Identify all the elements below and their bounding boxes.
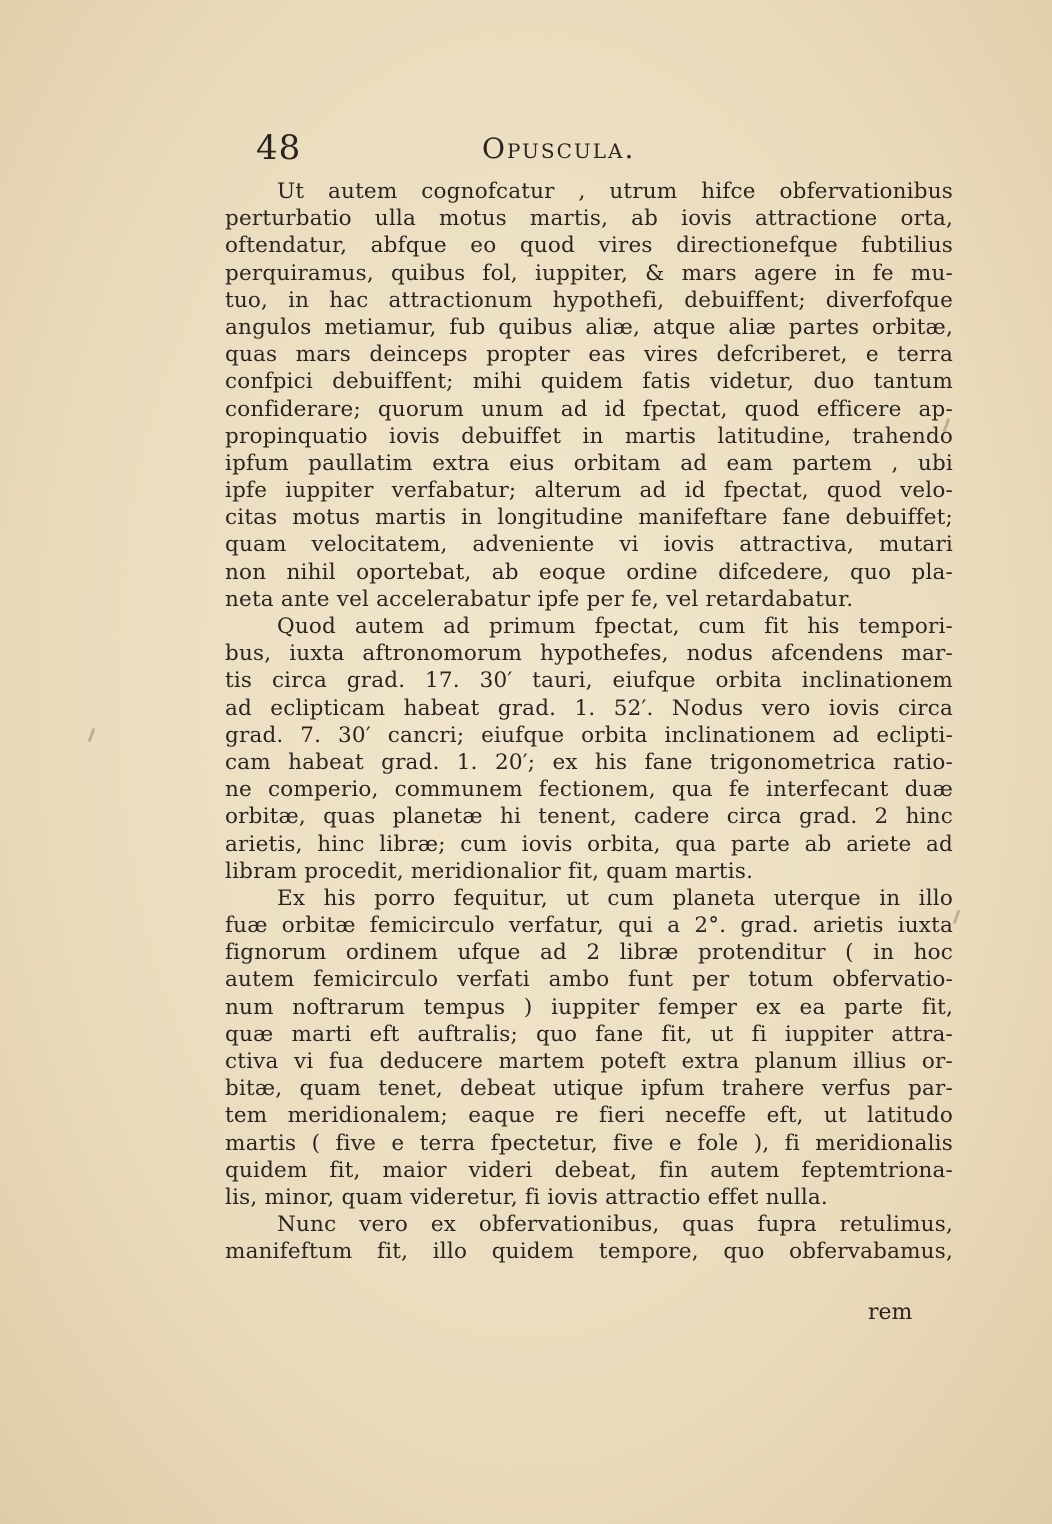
text-line: lis, minor, quam videretur, fi iovis attractio effet nulla. (225, 1184, 828, 1210)
text-line: num noftrarum tempus ) iuppiter femper ex ea parte fit, (225, 994, 953, 1020)
text-line: martis ( five e terra fpectetur, five e fole ), fi meridionalis (225, 1130, 953, 1156)
text-line: cam habeat grad. 1. 20′; ex his fane trigonometrica ratio- (225, 749, 953, 775)
text-line: arietis, hinc libræ; cum iovis orbita, qua parte ab ariete ad (225, 831, 953, 857)
text-line: fuæ orbitæ femicirculo verfatur, qui a 2°. grad. arietis iuxta (225, 913, 953, 939)
text-line: quas mars deinceps propter eas vires defcriberet, e terra (225, 342, 953, 368)
text-line: perquiramus, quibus fol, iuppiter, & mars agere in fe mu- (225, 260, 953, 286)
text-line: confiderare; quorum unum ad id fpectat, quod efficere ap- (225, 396, 953, 422)
text-line: ipfe iuppiter verfabatur; alterum ad id fpectat, quod velo- (225, 478, 953, 504)
text-line: orbitæ, quas planetæ hi tenent, cadere circa grad. 2 hinc (225, 804, 953, 830)
catchword: rem (868, 1300, 913, 1325)
text-line: ne comperio, communem fectionem, qua fe interfecant duæ (225, 777, 953, 803)
text-line: tem meridionalem; eaque re fieri neceffe eft, ut latitudo (225, 1103, 953, 1129)
page-header (250, 128, 970, 168)
text-line: libram procedit, meridionalior fit, quam martis. (225, 858, 754, 884)
text-line: grad. 7. 30′ cancri; eiufque orbita inclinationem ad eclipti- (225, 722, 953, 748)
text-line: Ut autem cognofcatur , utrum hifce obfervationibus (277, 179, 953, 204)
text-line: tuo, in hac attractionum hypothefi, debuiffent; diverfofque (225, 287, 953, 313)
text-line: bus, iuxta aftronomorum hypothefes, nodus afcendens mar- (225, 641, 953, 667)
text-line: ipfum paullatim extra eius orbitam ad eam partem , ubi (225, 450, 953, 476)
text-line: Quod autem ad primum fpectat, cum fit his tempori- (277, 614, 953, 639)
text-line: ad eclipticam habeat grad. 1. 52′. Nodus vero iovis circa (225, 695, 953, 721)
text-line: Nunc vero ex obfervationibus, quas fupra retulimus, (277, 1212, 953, 1238)
text-line: oftendatur, abfque eo quod vires directionefque fubtilius (225, 233, 953, 259)
text-line: propinquatio iovis debuiffet in martis latitudine, trahendo (225, 423, 953, 449)
text-line: tis circa grad. 17. 30′ tauri, eiufque orbita inclinationem (225, 668, 953, 694)
text-line: citas motus martis in longitudine manifeftare fane debuiffet; (225, 505, 953, 531)
body-text (225, 178, 953, 1266)
running-head: Opuscula. (482, 132, 636, 165)
text-line: bitæ, quam tenet, debeat utique ipfum trahere verfus par- (225, 1076, 953, 1102)
ink-speck (953, 910, 961, 924)
text-line: autem femicirculo verfati ambo funt per totum obfervatio- (225, 967, 953, 993)
text-line: manifeftum fit, illo quidem tempore, quo obfervabamus, (225, 1239, 953, 1265)
text-line: Ex his porro fequitur, ut cum planeta uterque in illo (277, 885, 953, 911)
text-line: perturbatio ulla motus martis, ab iovis attractione orta, (225, 206, 953, 232)
page-number: 48 (256, 128, 302, 168)
ink-speck (88, 728, 96, 742)
text-line: quidem fit, maior videri debeat, fin autem feptemtriona- (225, 1157, 953, 1183)
text-line: confpici debuiffent; mihi quidem fatis videtur, duo tantum (225, 369, 953, 395)
text-line: non nihil oportebat, ab eoque ordine difcedere, quo pla- (225, 559, 953, 585)
text-line: quam velocitatem, adveniente vi iovis attractiva, mutari (225, 532, 953, 558)
text-line: quæ marti eft auftralis; quo fane fit, ut fi iuppiter attra- (225, 1021, 953, 1047)
text-line: angulos metiamur, fub quibus aliæ, atque aliæ partes orbitæ, (225, 314, 953, 340)
text-line: neta ante vel accelerabatur ipfe per fe, vel retardabatur. (225, 586, 854, 612)
text-line: ctiva vi fua deducere martem poteft extra planum illius or- (225, 1049, 953, 1074)
text-line: fignorum ordinem ufque ad 2 libræ protenditur ( in hoc (225, 940, 953, 966)
